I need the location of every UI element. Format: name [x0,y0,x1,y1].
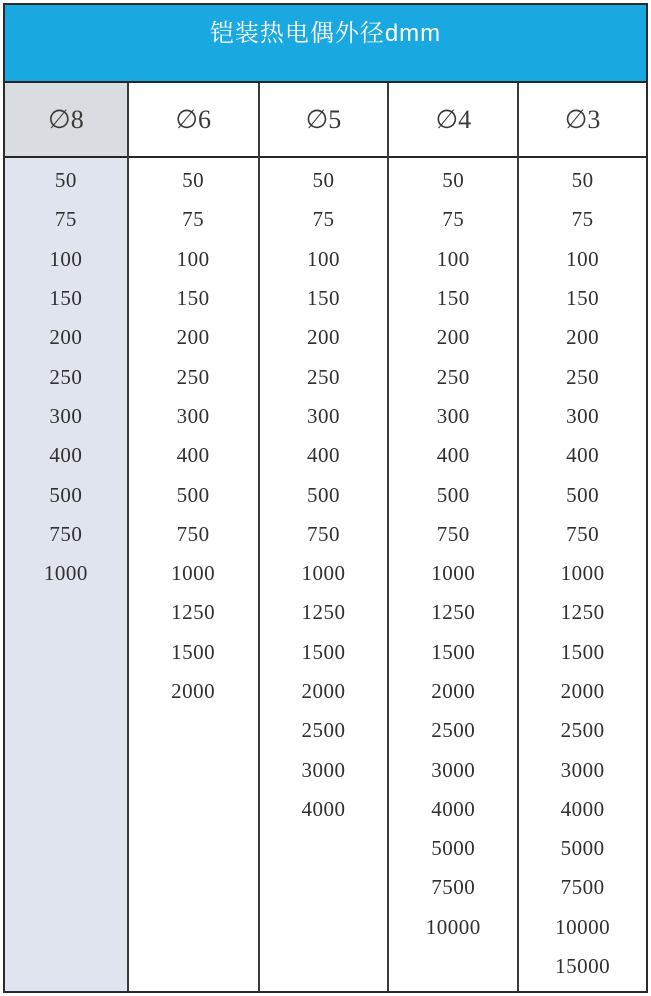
column-header-diameter-6: ∅6 [129,83,258,158]
thermocouple-diameter-table [3,3,648,993]
table-cell: 1500 [431,639,476,664]
table-cell: 150 [436,286,470,311]
table-cell: 250 [566,364,600,389]
column-diameter-6 [129,83,260,991]
column-body-diameter-6 [129,158,258,991]
table-cell: 200 [566,325,600,350]
table-cell: 10000 [425,914,481,939]
column-body-diameter-5 [260,158,388,991]
table-cell: 1500 [560,639,605,664]
table-cell: 750 [176,521,210,546]
table-cell: 250 [49,364,83,389]
table-cell: 4000 [431,796,476,821]
table-cell: 300 [306,403,340,428]
table-cell: 100 [436,246,470,271]
table-cell: 1250 [301,600,346,625]
table-cell: 400 [176,443,210,468]
table-cell: 3000 [560,757,605,782]
table-cell: 250 [306,364,340,389]
table-cell: 4000 [301,796,346,821]
table-cell: 4000 [560,796,605,821]
table-cell: 400 [306,443,340,468]
column-header-diameter-8: ∅8 [5,83,127,158]
table-cell: 100 [566,246,600,271]
table-cell: 2000 [431,679,476,703]
table-cell: 400 [566,443,600,468]
column-body-diameter-3 [519,158,646,991]
table-cell: 75 [571,207,594,232]
table-cell: 7500 [431,875,476,900]
table-cell: 750 [566,521,600,546]
table-cell: 200 [306,325,340,350]
table-cell: 500 [176,482,210,507]
table-cell: 400 [436,443,470,468]
table-cell: 2000 [171,679,216,703]
table-cell: 500 [566,482,600,507]
column-header-diameter-5: ∅5 [260,83,388,158]
table-cell: 150 [49,286,83,311]
column-diameter-3 [519,83,646,991]
table-cell: 1250 [431,600,476,625]
table-cell: 1000 [560,561,605,586]
table-cell: 2500 [560,718,605,743]
table-cell: 200 [176,325,210,350]
table-cell: 750 [436,521,470,546]
table-cell: 500 [436,482,470,507]
column-diameter-5 [260,83,390,991]
table-cell: 750 [49,521,83,546]
table-cell: 1000 [301,561,346,586]
table-cell: 300 [436,403,470,428]
table-cell: 1500 [301,639,346,664]
table-cell: 500 [306,482,340,507]
table-cell: 75 [312,207,335,232]
column-body-diameter-8 [5,158,127,991]
table-cell: 2500 [301,718,346,743]
column-body-diameter-4 [389,158,517,991]
table-cell: 500 [49,482,83,507]
table-grid [5,83,646,991]
table-cell: 15000 [555,954,611,979]
table-cell: 1000 [171,561,216,586]
column-header-diameter-4: ∅4 [389,83,517,158]
table-cell: 50 [54,168,77,193]
table-cell: 75 [54,207,77,232]
table-cell: 250 [436,364,470,389]
table-cell: 1250 [171,600,216,625]
table-cell: 1000 [43,561,88,586]
table-cell: 100 [176,246,210,271]
table-cell: 200 [49,325,83,350]
table-cell: 150 [176,286,210,311]
table-cell: 5000 [560,836,605,861]
table-cell: 75 [442,207,465,232]
column-diameter-8 [5,83,129,991]
table-cell: 1250 [560,600,605,625]
table-cell: 100 [49,246,83,271]
table-cell: 2000 [301,679,346,703]
column-header-diameter-3: ∅3 [519,83,646,158]
table-cell: 10000 [555,914,611,939]
table-cell: 7500 [560,875,605,900]
table-cell: 200 [436,325,470,350]
table-cell: 50 [312,168,335,193]
table-cell: 300 [49,403,83,428]
table-cell: 150 [566,286,600,311]
table-cell: 3000 [301,757,346,782]
table-cell: 1000 [431,561,476,586]
table-cell: 1500 [171,639,216,664]
table-cell: 400 [49,443,83,468]
table-cell: 300 [566,403,600,428]
table-cell: 3000 [431,757,476,782]
table-cell: 50 [182,168,205,193]
table-cell: 300 [176,403,210,428]
table-cell: 2500 [431,718,476,743]
table-cell: 5000 [431,836,476,861]
table-title: 铠装热电偶外径dmm [209,19,442,47]
column-diameter-4 [389,83,519,991]
table-cell: 75 [182,207,205,232]
table-cell: 100 [306,246,340,271]
table-cell: 150 [306,286,340,311]
table-cell: 2000 [560,679,605,703]
table-cell: 50 [442,168,465,193]
table-cell: 750 [306,521,340,546]
table-cell: 250 [176,364,210,389]
table-cell: 50 [571,168,594,193]
table-title-band [5,5,646,83]
